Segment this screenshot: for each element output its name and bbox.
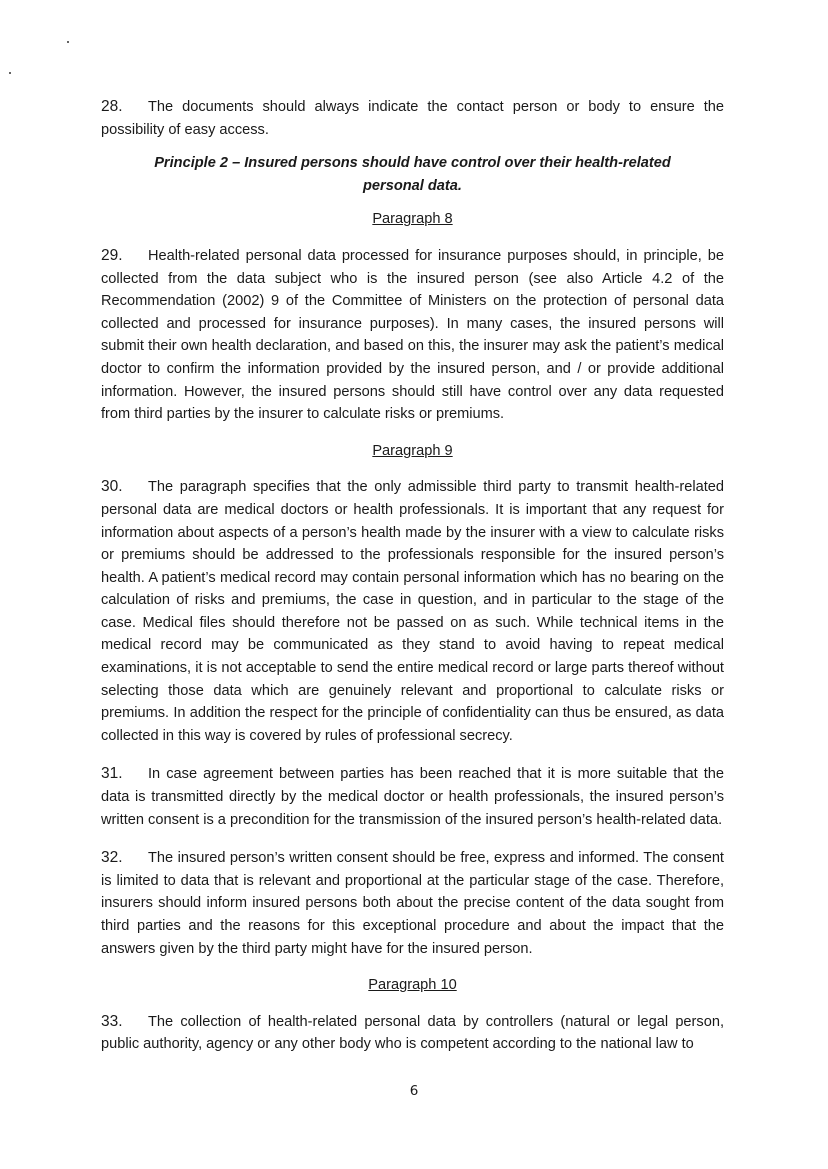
paragraph-text: The collection of health-related personal data by controllers (natural or legal person, public authority, agency or any other body who is competent according to the national law to <box>101 1013 724 1053</box>
paragraph-number: 31. <box>101 765 123 783</box>
section-heading-paragraph-8: Paragraph 8 <box>372 211 453 228</box>
document-body <box>101 96 724 1056</box>
paragraph-32 <box>101 847 724 960</box>
paragraph-31 <box>101 763 724 831</box>
paragraph-28 <box>101 96 724 141</box>
section-heading-paragraph-10: Paragraph 10 <box>368 977 457 994</box>
scan-speck <box>9 72 11 74</box>
principle-heading: Principle 2 – Insured persons should have control over their health-related personal data. <box>154 155 671 194</box>
paragraph-text: The paragraph specifies that the only admissible third party to transmit health-related personal data are medical doctors or health professionals. It is important that any request for information about aspects of a person’s health made by the insurer with a view to calculate risks or premiums should be addressed to the professionals responsible for the insured person’s health. A patient’s medical record may contain personal information which has no bearing on the calculation of risks and premiums, the case in question, and in particular to the stage of the case. Medical files should therefore not be passed on as such. While technical items in the medical record may be communicated as they stand to avoid having to repeat medical examinations, it is not acceptable to send the entire medical record or large parts thereof without selecting those data which are genuinely relevant and proportional to calculate risks or premiums. In addition the respect for the principle of confidentiality can thus be ensured, as data collected in this way is covered by rules of professional secrecy. <box>101 479 724 744</box>
scan-speck <box>67 41 69 43</box>
paragraph-text: The insured person’s written consent should be free, express and informed. The consent is limited to data that is relevant and proportional at the particular stage of the case. Therefore, insurers should inform insured persons both about the precise content of the data sought from third parties and the reasons for this exceptional procedure and about the impact that the answers given by the third party might have for the insured person. <box>101 850 724 957</box>
page-number: 6 <box>409 1083 419 1099</box>
paragraph-number: 30. <box>101 478 123 496</box>
paragraph-30 <box>101 476 724 747</box>
paragraph-text: Health-related personal data processed for insurance purposes should, in principle, be collected from the data subject who is the insured person (see also Article 4.2 of the Recommendation (2002) 9 of the Committee of Ministers on the protection of personal data collected and processed for insurance purposes). In many cases, the insured persons will submit their own health declaration, and based on this, the insurer may ask the patient’s medical doctor to confirm the information provided by the insured person, and / or provide additional information. However, the insured persons should still have control over any data requested from third parties by the insurer to calculate risks or premiums. <box>101 247 724 423</box>
paragraph-number: 33. <box>101 1012 123 1030</box>
section-heading-paragraph-9: Paragraph 9 <box>372 442 453 459</box>
paragraph-text: The documents should always indicate the contact person or body to ensure the possibility of easy access. <box>101 99 724 138</box>
paragraph-33 <box>101 1011 724 1056</box>
paragraph-number: 32. <box>101 849 123 867</box>
paragraph-number: 29. <box>101 246 123 264</box>
paragraph-number: 28. <box>101 98 123 115</box>
paragraph-29 <box>101 245 724 426</box>
paragraph-text: In case agreement between parties has been reached that it is more suitable that the data is transmitted directly by the medical doctor or health professionals, the insured person’s written consent is a precondition for the transmission of the insured person’s health-related data. <box>101 766 724 828</box>
